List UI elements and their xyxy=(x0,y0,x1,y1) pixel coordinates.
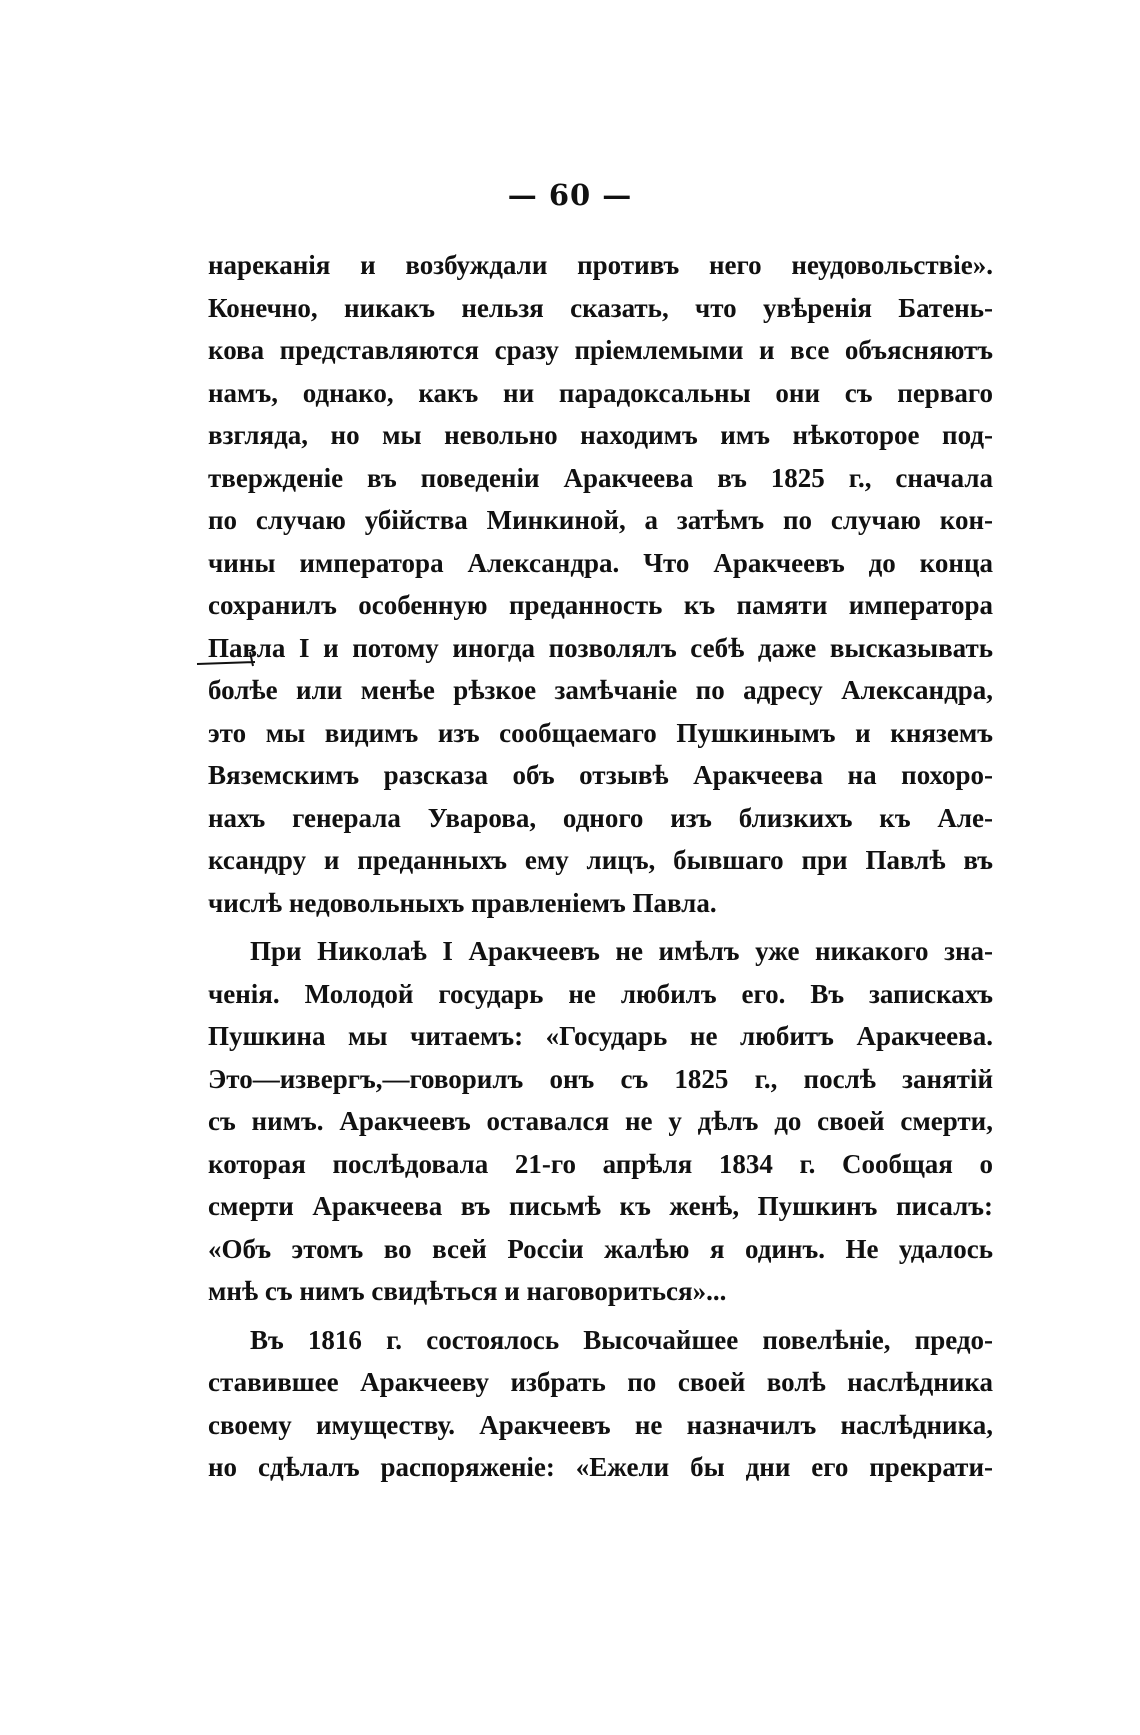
text-line: Это—извергъ,—говорилъ онъ съ 1825 г., послѣ занятій xyxy=(208,1063,993,1094)
text-line: съ нимъ. Аракчеевъ оставался не у дѣлъ до своей смерти, xyxy=(208,1106,993,1136)
paragraph-3 xyxy=(208,1319,993,1489)
text-line: числѣ недовольныхъ правленіемъ Павла. xyxy=(208,887,717,918)
text-line: болѣе или менѣе рѣзкое замѣчаніе по адресу Александра, xyxy=(208,675,993,705)
page-number: — 60 — xyxy=(507,178,633,212)
text-line: намъ, однако, какъ ни парадоксальны они съ перваго xyxy=(208,377,993,408)
text-line: по случаю убійства Минкиной, а затѣмъ по случаю кон- xyxy=(208,505,993,535)
text-line: сохранилъ особенную преданность къ памяти императора xyxy=(208,590,993,620)
text-line: кова представляются сразу пріемлемыми и все объясняютъ xyxy=(208,335,993,365)
text-line: своему имуществу. Аракчеевъ не назначилъ наслѣдника, xyxy=(208,1409,993,1440)
text-line: мнѣ съ нимъ свидѣться и наговориться»... xyxy=(208,1276,727,1306)
body-text xyxy=(208,244,993,1489)
text-line: Вяземскимъ разсказа объ отзывѣ Аракчеева на похоро- xyxy=(208,760,993,790)
text-line: смерти Аракчеева въ письмѣ къ женѣ, Пушкинъ писалъ: xyxy=(208,1191,993,1221)
text-line: ставившее Аракчееву избрать по своей волѣ наслѣдника xyxy=(208,1367,993,1397)
text-line: Павла I и потому иногда позволялъ себѣ даже высказывать xyxy=(208,632,993,663)
text-line: Конечно, никакъ нельзя сказать, что увѣренія Батень- xyxy=(208,292,993,323)
text-line: чины императора Александра. Что Аракчеевъ до конца xyxy=(208,547,993,578)
text-line: нахъ генерала Уварова, одного изъ близкихъ къ Але- xyxy=(208,802,993,833)
paragraph-2 xyxy=(208,930,993,1313)
text-line: Пушкина мы читаемъ: «Государь не любитъ Аракчеева. xyxy=(208,1021,993,1051)
text-line: Въ 1816 г. состоялось Высочайшее повелѣніе, предо- xyxy=(250,1324,993,1355)
text-line: «Объ этомъ во всей Россіи жалѣю я одинъ. Не удалось xyxy=(208,1233,993,1264)
text-line: это мы видимъ изъ сообщаемаго Пушкинымъ и княземъ xyxy=(208,717,993,748)
paragraph-1 xyxy=(208,244,993,924)
text-line: ксандру и преданныхъ ему лицъ, бывшаго при Павлѣ въ xyxy=(208,845,993,875)
text-line: которая послѣдовала 21-го апрѣля 1834 г. Сообщая о xyxy=(208,1148,993,1179)
text-line: При Николаѣ I Аракчеевъ не имѣлъ уже никакого зна- xyxy=(250,936,993,966)
text-line: ченія. Молодой государь не любилъ его. Въ запискахъ xyxy=(208,978,993,1009)
text-line: нареканія и возбуждали противъ него неудовольствіе». xyxy=(208,250,993,280)
text-line: взгляда, но мы невольно находимъ имъ нѣкоторое под- xyxy=(208,420,993,450)
text-line: твержденіе въ поведеніи Аракчеева въ 1825 г., сначала xyxy=(208,462,993,493)
text-line: но сдѣлалъ распоряженіе: «Ежели бы дни его прекрати- xyxy=(208,1452,993,1482)
